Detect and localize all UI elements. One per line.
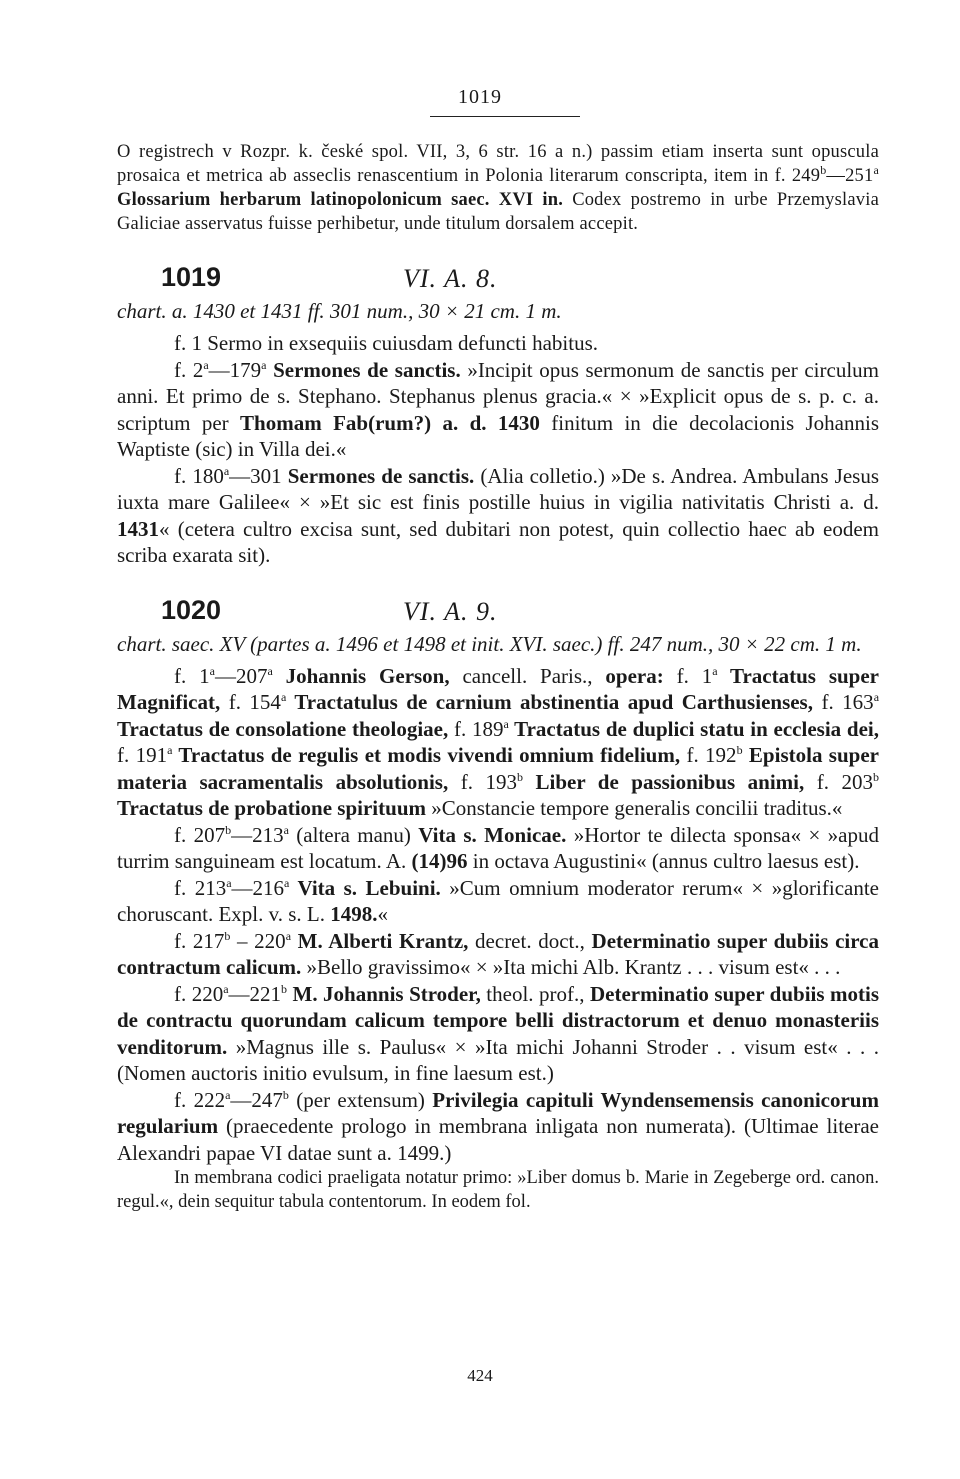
entry-1020-item-3: f. 213$^a$—216$^a$ Vita s. Lebuini. »Cum omnium moderator rerum« × »glorificante choruscant. Expl. v. s. L. 1498.« [117, 875, 880, 926]
entry-number: 1020 [161, 594, 222, 625]
entry-1020-note: In membrana codici praeligata notatur primo: »Liber domus b. Marie in Zegeberge ord. canon. regul.«, dein sequitur tabula contentorum. In eodem fol. [117, 1168, 879, 1212]
entry-1019-heading [117, 258, 879, 298]
entry-1019-item-1: f. 1 Sermo in exsequiis cuiusdam defuncti habitus. [174, 331, 599, 355]
entry-1020-item-5: f. 220$^a$—221$^b$ M. Johannis Stroder, theol. prof., Determinatio super dubiis motis de contractu quorundam calicum tempore belli distractorum et denuo monasteriis venditorum. »Magnus ille s. Paulus« × »Ita michi Johanni Stroder . . visum est« . . . (Nomen auctoris initio evulsum, in fine laesum est.) [117, 981, 879, 1085]
running-header [0, 86, 960, 109]
header-rule [430, 116, 580, 117]
entry-1020-physical-description: chart. saec. XV (partes a. 1496 et 1498 et init. XVI. saec.) ff. 247 num., 30 × 22 cm. 1 m. [117, 631, 862, 656]
entry-1019-item-3: f. 180$^a$—301 Sermones de sanctis. (Alia colletio.) »De s. Andrea. Ambulans Jesus iuxta mare Galilee« × »Et sic est finis postille huius in vigilia nativitatis Christi a. d. 1431« (cetera cultro excisa sunt, sed dubitari non potest, quin collectio haec ab eodem scriba exarata sit). [117, 463, 879, 567]
footer-page-number: 424 [467, 1366, 493, 1385]
entry-1019-item-2: f. 2$^a$—179$^a$ Sermones de sanctis. »Incipit opus sermonum de sanctis per circulum anni. Et primo de s. Stephano. Stephanus plenus gracia.« × »Explicit opus de s. p. c. a. scriptum per Thomam Fab(rum?) a. d. 1430 finitum in die decolacionis Johannis Waptiste (sic) in Villa dei.« [117, 357, 880, 461]
entry-1019-physical-description: chart. a. 1430 et 1431 ff. 301 num., 30 × 21 cm. 1 m. [117, 299, 562, 323]
entry-1020-item-2: f. 207$^b$—213$^a$ (altera manu) Vita s. Monicae. »Hortor te dilecta sponsa« × »apud turrim sanguineam est locatum. A. (14)96 in octava Augustini« (annus cultro laesus est). [117, 822, 879, 873]
entry-signature: VI. A. 9. [403, 596, 498, 626]
entry-signature: VI. A. 8. [403, 264, 498, 293]
intro-paragraph: O registrech v Rozpr. k. české spol. VII, 3, 6 str. 16 a n.) passim etiam inserta sunt opuscula prosaica et metrica ab asseclis renascentium in Polonia literarum conscripta, item in f. 249$^b$—251$^a$ Glossarium herbarum latinopolonicum saec. XVI in. Codex postremo in urbe Przemyslavia Galiciae asservatus fuisse perhibetur, unde titulum dorsalem accepit. [117, 142, 879, 234]
entry-1020-item-1: f. 1$^a$—207$^a$ Johannis Gerson, cancell. Paris., opera: f. 1$^a$ Tractatus super Magnificat, f. 154$^a$ Tractatulus de carnium abstinentia apud Carthusienses, f. 163$^a$ Tractatus de consolatione theologiae, f. 189$^a$ Tractatus de duplici statu in ecclesia dei, f. 191$^a$ Tractatus de regulis et modis vivendi omnium fidelium, f. 192$^b$ Epistola super materia sacramentalis absolutionis, f. 193$^b$ Liber de passionibus animi, f. 203$^b$ Tractatus de probatione spirituum »Constancie tempore generalis concilii traditus.« [117, 663, 880, 820]
entry-1020-heading [117, 591, 879, 631]
entry-1020-item-4: f. 217$^b$ – 220$^a$ M. Alberti Krantz, decret. doct., Determinatio super dubiis circa contractum calicum. »Bello gravissimo« × »Ita michi Alb. Krantz . . . visum est« . . . [117, 928, 880, 979]
page-content [117, 140, 879, 1214]
header-page-number: 1019 [458, 86, 502, 108]
entry-number: 1019 [161, 262, 222, 292]
entry-1020-item-6: f. 222$^a$—247$^b$ (per extensum) Privilegia capituli Wyndensemensis canonicorum regularium (praecedente prologo in membrana inligata non numerata). (Ultimae literae Alexandri papae VI datae sunt a. 1499.) [117, 1087, 879, 1165]
